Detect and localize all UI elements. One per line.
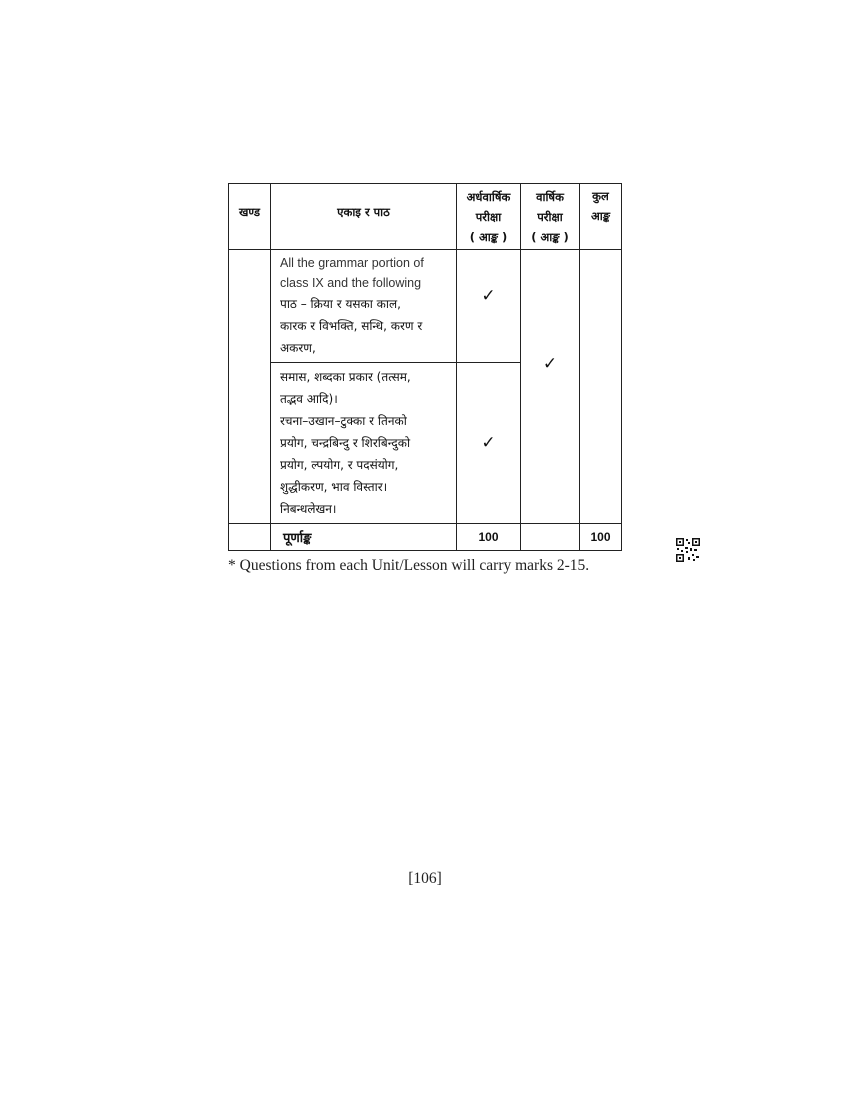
row2-content <box>271 363 457 524</box>
row1-english-line2: class IX and the following <box>280 276 422 290</box>
header-kul-line2: आङ्क <box>590 209 611 223</box>
kul-cell-empty <box>580 250 622 524</box>
total-label: पूर्णाङ्क <box>283 531 312 546</box>
row1-ardha-check-icon: ✓ <box>481 286 496 306</box>
row2-ardha-cell <box>457 363 521 524</box>
row2-line6: शुद्धीकरण, भाव विस्तार। <box>280 480 388 494</box>
varshik-cell <box>521 250 580 524</box>
header-ardha-line2: परीक्षा <box>475 209 502 224</box>
header-ardha-line1: अर्धवार्षिक <box>466 189 511 204</box>
total-ardha-value: 100 <box>478 530 499 544</box>
header-row <box>229 184 622 250</box>
qr-code-icon <box>675 537 701 563</box>
row2-line3: रचना–उखान–टुक्का र तिनको <box>280 414 407 428</box>
header-ekai <box>271 184 457 250</box>
header-ekai-label: एकाइ र पाठ <box>337 205 390 219</box>
total-kul-cell <box>580 524 622 551</box>
row1-ardha-cell <box>457 250 521 363</box>
header-ardha <box>457 184 521 250</box>
row1-content <box>271 250 457 363</box>
header-khand-label: खण्ड <box>238 205 261 219</box>
total-khand-empty <box>229 524 271 551</box>
row1-nepali-line2: कारक र विभक्ति, सन्धि, करण र <box>280 319 423 333</box>
header-varshik-line3: ( आङ्क ) <box>531 229 569 244</box>
syllabus-table <box>228 183 622 551</box>
row2-line2: तद्भव आदि)। <box>280 392 338 406</box>
header-kul-line1: कुल <box>592 189 609 203</box>
khand-cell-empty <box>229 250 271 524</box>
footnote: * Questions from each Unit/Lesson will carry marks 2-15. <box>228 557 590 574</box>
row1-nepali-line1: पाठ – क्रिया र यसका काल, <box>280 297 401 311</box>
total-label-cell <box>271 524 457 551</box>
page-number: [106] <box>408 870 442 887</box>
header-kul <box>580 184 622 250</box>
row2-line1: समास, शब्दका प्रकार (तत्सम, <box>280 370 411 384</box>
row1-english-line1: All the grammar portion of <box>280 256 424 270</box>
row2-line7: निबन्धलेखन। <box>280 502 337 516</box>
header-khand <box>229 184 271 250</box>
header-varshik-line2: परीक्षा <box>537 209 563 224</box>
total-kul-value: 100 <box>590 530 611 544</box>
row2-line4: प्रयोग, चन्द्रबिन्दु र शिरबिन्दुको <box>280 436 411 450</box>
row2-line5: प्रयोग, ल्पयोग, र पदसंयोग, <box>280 458 399 472</box>
header-varshik <box>521 184 580 250</box>
total-varshik-empty <box>521 524 580 551</box>
row1-nepali-line3: अकरण, <box>280 341 316 355</box>
header-varshik-line1: वार्षिक <box>536 189 564 204</box>
row2-ardha-check-icon: ✓ <box>481 433 496 453</box>
varshik-check-icon: ✓ <box>542 354 558 374</box>
header-ardha-line3: ( आङ्क ) <box>469 229 508 244</box>
table-row <box>229 250 622 363</box>
total-row <box>229 524 622 551</box>
total-ardha-cell <box>457 524 521 551</box>
